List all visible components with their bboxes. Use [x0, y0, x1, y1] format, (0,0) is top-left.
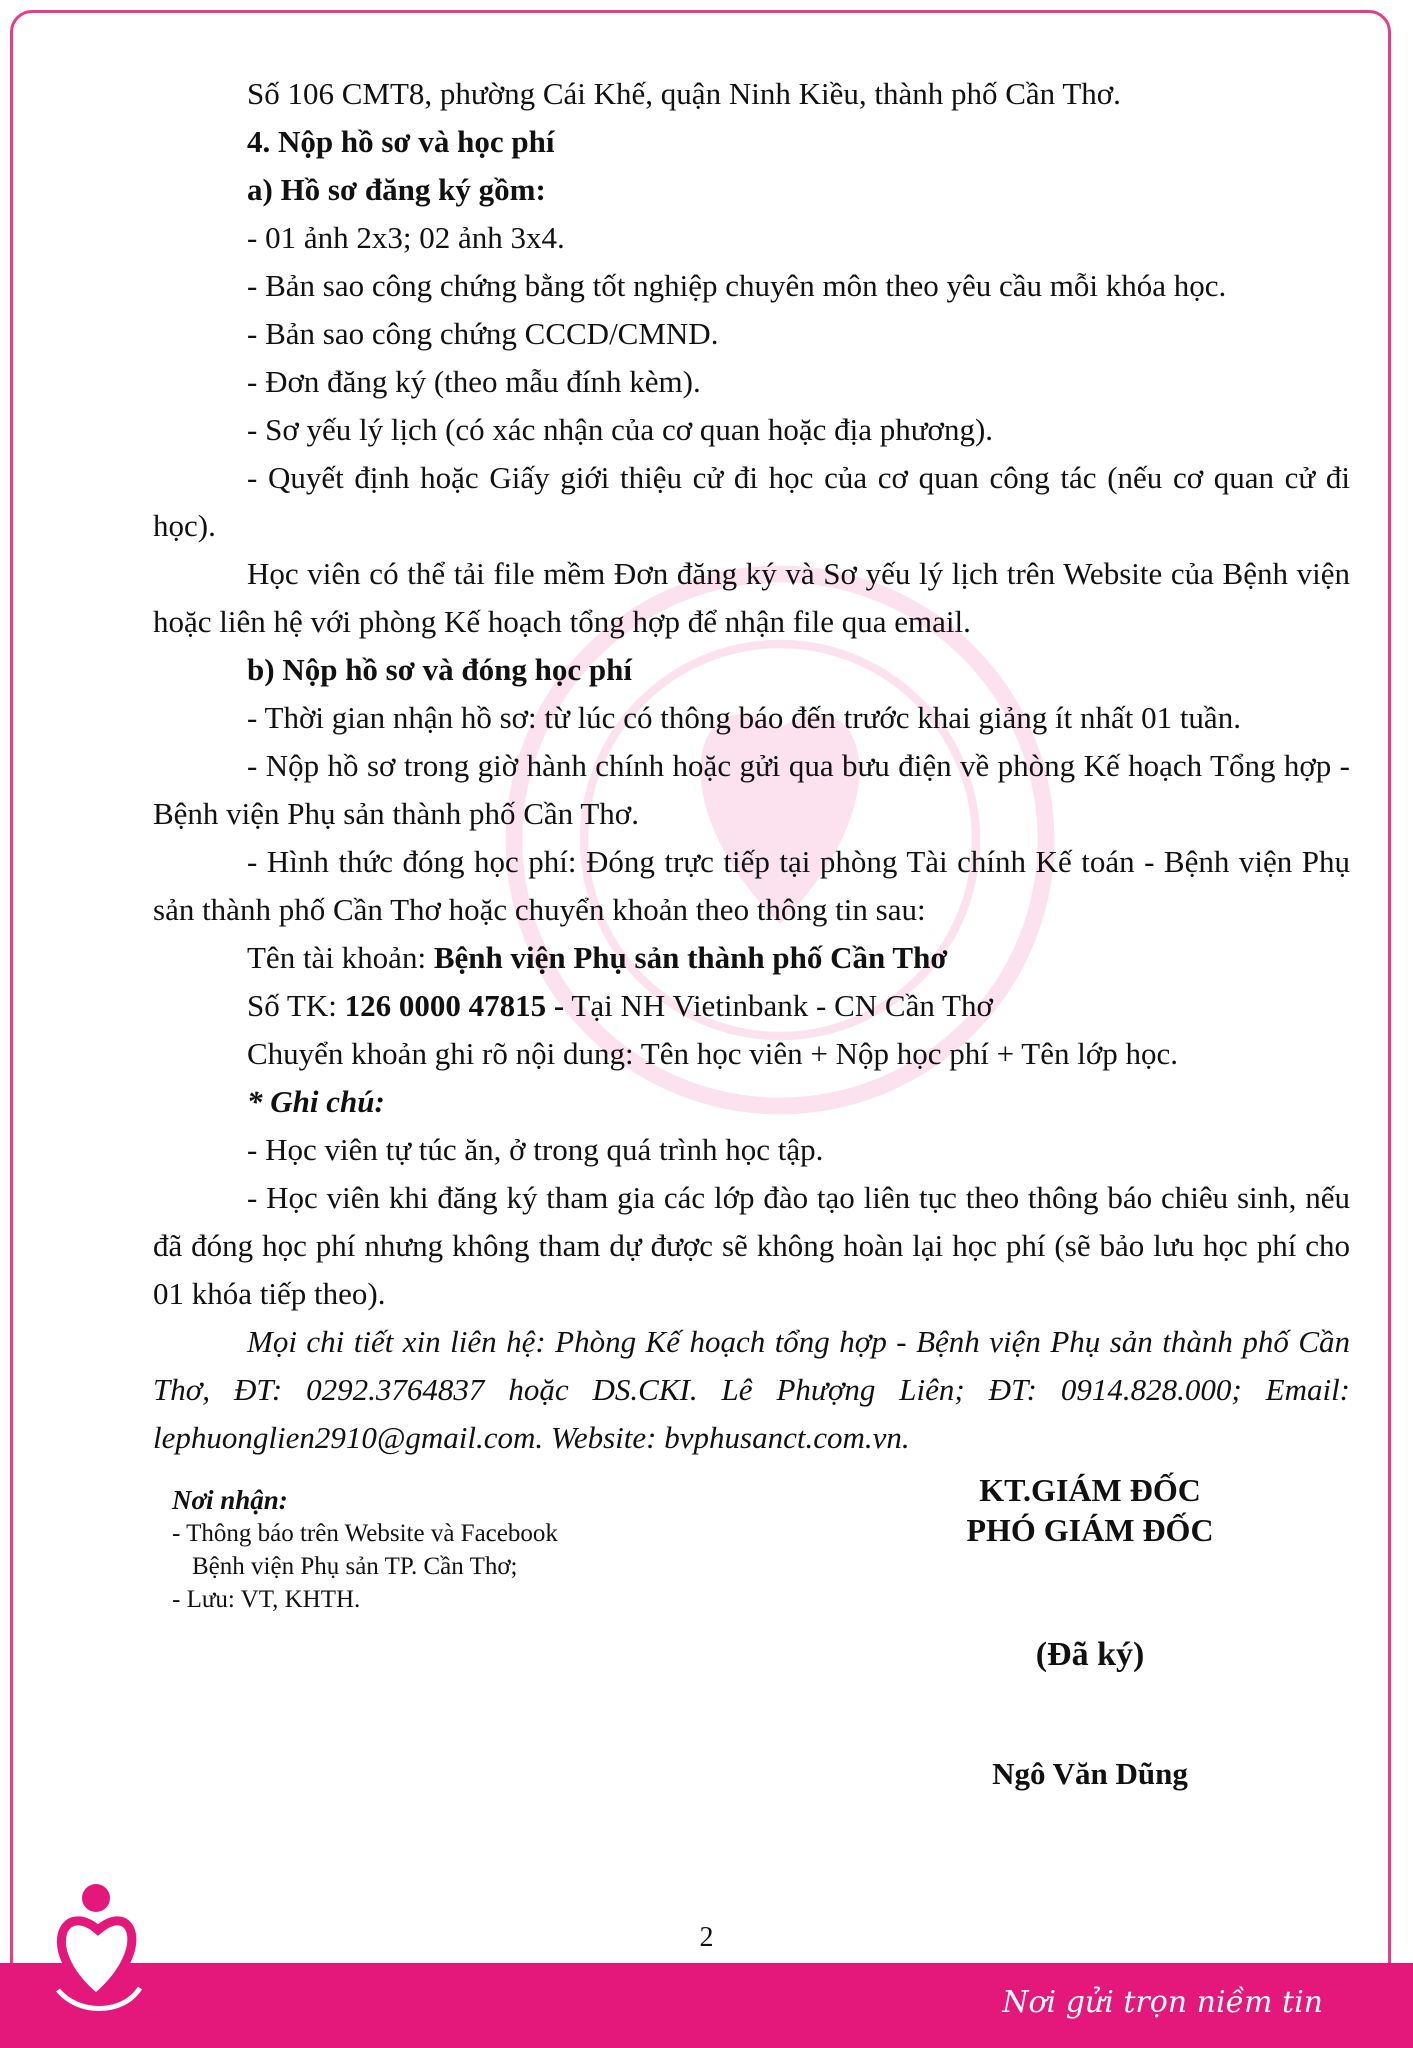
document-body	[153, 70, 1350, 1462]
transfer-note: Chuyển khoản ghi rõ nội dung: Tên học viên + Nộp học phí + Tên lớp học.	[247, 1036, 1178, 1071]
list-item: - Sơ yếu lý lịch (có xác nhận của cơ quan hoặc địa phương).	[247, 412, 994, 447]
recipients-line: Bệnh viện Phụ sản TP. Cần Thơ;	[192, 1553, 518, 1580]
signer-name: Ngô Văn Dũng	[992, 1756, 1188, 1791]
note-title: * Ghi chú:	[247, 1084, 385, 1119]
signed-mark: (Đã ký)	[1035, 1636, 1145, 1673]
list-item: - Bản sao công chứng bằng tốt nghiệp chuyên môn theo yêu cầu mỗi khóa học.	[247, 268, 1227, 303]
account-number: 126 0000 47815 -	[344, 988, 565, 1023]
section-a-title: a) Hồ sơ đăng ký gồm:	[247, 172, 546, 207]
list-item: - Bản sao công chứng CCCD/CMND.	[247, 316, 719, 351]
hospital-logo-icon	[38, 1880, 158, 2020]
recipients-block	[172, 1484, 692, 1616]
account-number-label: Số TK:	[247, 988, 345, 1023]
section-b-title: b) Nộp hồ sơ và đóng học phí	[247, 652, 632, 687]
account-name: Bệnh viện Phụ sản thành phố Cần Thơ	[433, 940, 948, 975]
section-4-title: 4. Nộp hồ sơ và học phí	[247, 124, 555, 159]
recipients-line: - Thông báo trên Website và Facebook	[172, 1520, 558, 1547]
address-line: Số 106 CMT8, phường Cái Khế, quận Ninh Kiều, thành phố Cần Thơ.	[247, 76, 1121, 111]
signature-title-1: KT.GIÁM ĐỐC	[979, 1472, 1201, 1508]
list-item: - Học viên khi đăng ký tham gia các lớp đào tạo liên tục theo thông báo chiêu sinh, nếu đã đóng học phí nhưng không tham dự được sẽ không hoàn lại học phí (sẽ bảo lưu học phí cho 01 khóa tiếp theo).	[153, 1180, 1350, 1311]
page-number: 2	[699, 1922, 714, 1953]
account-number-line	[153, 982, 1350, 1030]
signature-title-2: PHÓ GIÁM ĐỐC	[966, 1512, 1214, 1548]
account-label: Tên tài khoản:	[247, 940, 434, 975]
recipients-title: Nơi nhận:	[172, 1485, 288, 1515]
list-item: - 01 ảnh 2x3; 02 ảnh 3x4.	[247, 220, 565, 255]
list-item: - Hình thức đóng học phí: Đóng trực tiếp tại phòng Tài chính Kế toán - Bệnh viện Phụ sản thành phố Cần Thơ hoặc chuyển khoản theo thông tin sau:	[153, 844, 1350, 927]
section-a-note: Học viên có thể tải file mềm Đơn đăng ký và Sơ yếu lý lịch trên Website của Bệnh viện hoặc liên hệ với phòng Kế hoạch tổng hợp để nhận file qua email.	[153, 556, 1350, 639]
list-item: - Thời gian nhận hồ sơ: từ lúc có thông báo đến trước khai giảng ít nhất 01 tuần.	[247, 700, 1241, 735]
list-item: - Quyết định hoặc Giấy giới thiệu cử đi học của cơ quan công tác (nếu cơ quan cử đi học).	[153, 460, 1350, 543]
slogan: Nơi gửi trọn niềm tin	[1002, 1985, 1323, 2020]
account-bank: Tại NH Vietinbank - CN Cần Thơ	[564, 988, 993, 1023]
account-name-line	[153, 934, 1350, 982]
list-item: - Học viên tự túc ăn, ở trong quá trình học tập.	[247, 1132, 824, 1167]
contact-paragraph: Mọi chi tiết xin liên hệ: Phòng Kế hoạch tổng hợp - Bệnh viện Phụ sản thành phố Cần Thơ, ĐT: 0292.3764837 hoặc DS.CKI. Lê Phượng Liên; ĐT: 0914.828.000; Email: lephuonglien2910@gmail.com. Website: bvphusanct.com.vn.	[153, 1324, 1350, 1455]
list-item: - Đơn đăng ký (theo mẫu đính kèm).	[247, 364, 701, 399]
list-item: - Nộp hồ sơ trong giờ hành chính hoặc gửi qua bưu điện về phòng Kế hoạch Tổng hợp - Bệnh viện Phụ sản thành phố Cần Thơ.	[153, 748, 1350, 831]
recipients-line: - Lưu: VT, KHTH.	[172, 1586, 361, 1613]
signature-title-block	[920, 1470, 1260, 1550]
